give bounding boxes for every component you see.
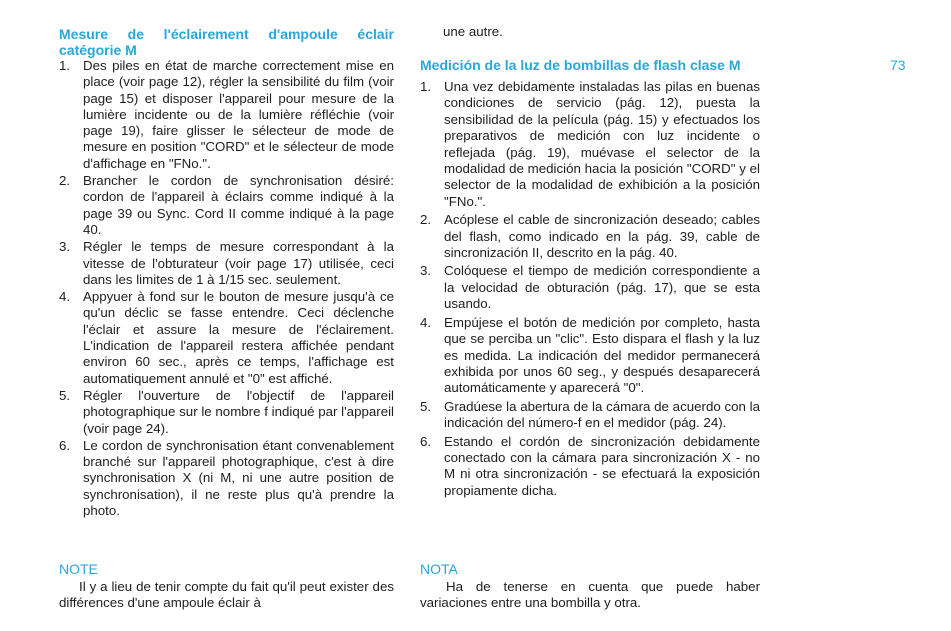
page-number: 73 [890,57,906,73]
step-text: Estando el cordón de sincronización debidamente conectado con la cámara para sincronización X - no M ni otra sincronización - se efectuará la exposición propiamente dicha. [444,433,760,498]
list-item [59,173,394,238]
spanish-section-heading: Medición de la luz de bombillas de flash clase M [420,57,741,73]
step-number: 1. [59,58,71,73]
french-note-text: Il y a lieu de tenir compte du fait qu'il peut exister des différences d'une ampoule éclair à [59,579,394,611]
step-text: Brancher le cordon de synchronisation désiré: cordon de l'appareil à éclairs comme indiqué à la page 39 ou Sync. Cord II comme indiqué à la page 40. [83,173,394,237]
list-item [59,438,394,519]
step-text: Acóplese el cable de sincronización deseado; cables del flash, como indicado en la pág. 39, cable de sincronización II, descrito en la pág. 40. [444,212,760,261]
list-item [59,388,394,437]
step-text: Una vez debidamente instaladas las pilas en buenas condiciones de servicio (pág. 12), puesta la sensibilidad de la película (pág. 15) y efectuados los preparativos de medición con luz incidente o reflejada (pág. 19), muévase el selector de la modalidad de medición hacia la posición "CORD" y el selector de la modalidad de exhibición a la posición "FNo.". [444,79,760,209]
step-text: Empújese el botón de medición por completo, hasta que se perciba un "clic". Esto dispara el flash y la luz es medida. La indicación del medidor permanecerá exhibida por unos 60 seg., y después desaparecerá automáticamente y aparecerá "0". [444,314,760,396]
step-number: 3. [420,263,432,279]
step-text: Régler l'ouverture de l'objectif de l'appareil photographique sur le nombre f indiqué par l'appareil (voir page 24). [83,387,394,436]
step-number: 1. [420,79,432,94]
spanish-instruction-list [420,79,760,501]
step-text: Le cordon de synchronisation étant convenablement branché sur l'appareil photographique, c'est à dire synchronisation X (ni M, ni une autre position de synchronisation), il ne reste plus qu'à prendre la photo. [83,437,394,519]
list-item [420,315,760,397]
step-text: Des piles en état de marche correctement mise en place (voir page 12), régler la sensibilité du film (voir page 15) et disposer l'appareil pour mesure de la lumière incidente ou de la lumière réfléchie (voir page 19), faire glisser le sélecteur de mode de mesure en position "CORD" et le sélecteur de mode d'affichage en "FNo.". [83,58,394,171]
step-number: 5. [420,398,432,414]
french-instruction-list [59,58,394,520]
step-text: Gradúese la abertura de la cámara de acuerdo con la indicación del número-f en el medidor (pág. 24). [444,398,760,431]
step-number: 5. [59,387,71,403]
step-number: 2. [420,212,432,228]
step-text: Colóquese el tiempo de medición correspondiente a la velocidad de obturación (pág. 17), que se esta usando. [444,263,760,312]
spanish-carryover-text: une autre. [443,24,503,39]
step-number: 4. [59,289,71,305]
spanish-note-label: NOTA [420,561,458,577]
list-item [59,58,394,172]
list-item [420,79,760,210]
step-number: 3. [59,239,71,255]
list-item [420,399,760,432]
step-text: Régler le temps de mesure correspondant à la vitesse de l'obturateur (voir page 17) utilisée, ceci dans les limites de 1 à 1/15 sec. seulement. [83,239,394,287]
list-item [59,289,394,387]
list-item [420,434,760,500]
step-text: Appyuer à fond sur le bouton de mesure jusqu'à ce qu'un déclic se fasse entendre. Ceci déclenche l'éclair et assure la mesure de l'éclairement. L'indication de l'appareil restera affichée pendant environ 60 sec., après ce temps, l'affichage est automatiquement annulé et "0" est affiché. [83,289,394,386]
step-number: 6. [420,433,432,449]
list-item [420,263,760,312]
french-note-label: NOTE [59,561,98,577]
french-section-heading: Mesure de l'éclairement d'ampoule éclair catégorie M [59,26,394,58]
spanish-note-text: Ha de tenerse en cuenta que puede haber variaciones entre una bombilla y otra. [420,579,760,611]
list-item [420,212,760,261]
step-number: 6. [59,437,71,453]
step-number: 4. [420,314,432,330]
list-item [59,239,394,288]
step-number: 2. [59,173,71,189]
